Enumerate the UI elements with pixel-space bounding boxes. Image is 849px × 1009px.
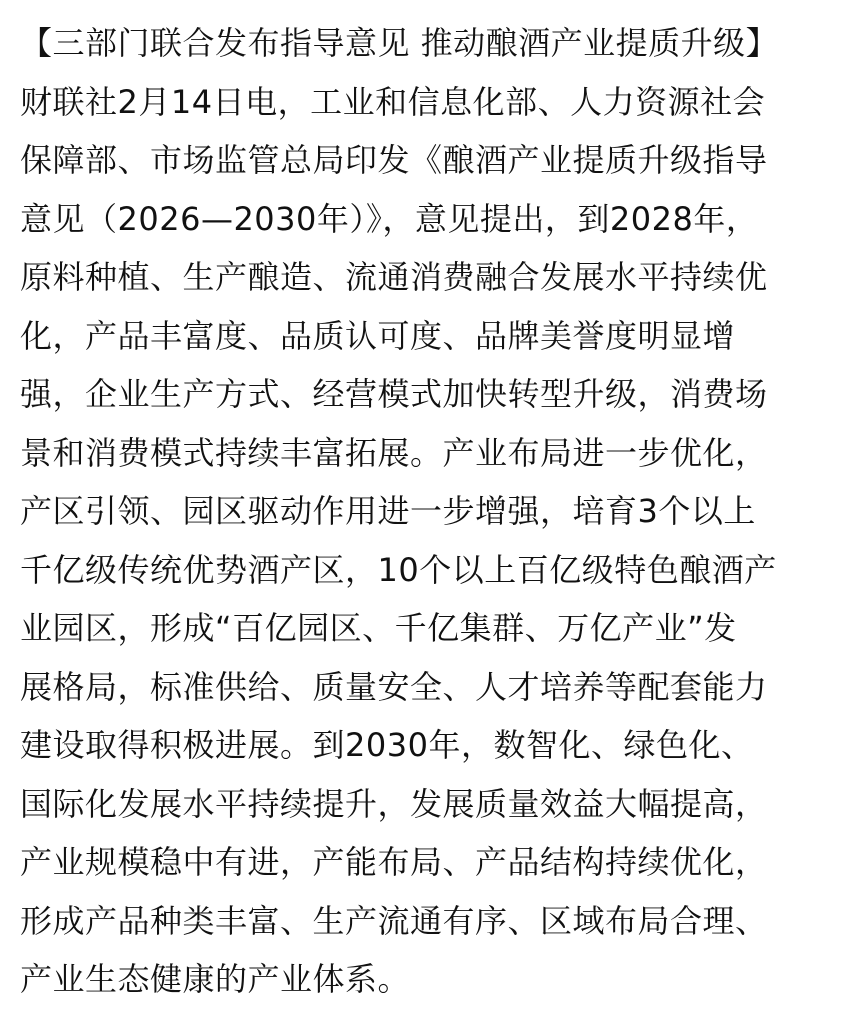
article-text-line: 千亿级传统优势酒产区，10个以上百亿级特色酿酒产: [20, 550, 777, 589]
article-text-line: 国际化发展水平持续提升，发展质量效益大幅提高，: [20, 784, 768, 823]
article-text-line: 产区引领、园区驱动作用进一步增强，培育3个以上: [20, 492, 756, 530]
article-headline: 【三部门联合发布指导意见 推动酿酒产业提质升级】: [20, 24, 779, 62]
article-text-line: 建设取得积极进展。到2030年，数智化、绿色化、: [20, 726, 754, 764]
article-text-line: 产业规模稳中有进，产能布局、产品结构持续优化，: [20, 843, 768, 881]
article-text-line: 强，企业生产方式、经营模式加快转型升级，消费场: [20, 375, 768, 413]
article-text-line: 产业生态健康的产业体系。: [20, 960, 411, 998]
article-text-line: 展格局，标准供给、质量安全、人才培养等配套能力: [20, 667, 768, 706]
article-text-line: 原料种植、生产酿造、流通消费融合发展水平持续优: [20, 258, 768, 296]
article-text-line: 化，产品丰富度、品质认可度、品牌美誉度明显增: [20, 316, 736, 355]
article-text-line: 业园区，形成“百亿园区、千亿集群、万亿产业”发: [20, 609, 737, 647]
article-text-line: 财联社2月14日电，工业和信息化部、人力资源社会: [20, 82, 766, 121]
article-text-line: 意见（2026—2030年）》，意见提出，到2028年，: [20, 199, 759, 238]
article-text-line: 景和消费模式持续丰富拓展。产业布局进一步优化，: [20, 433, 768, 472]
article-text-line: 保障部、市场监管总局印发《酿酒产业提质升级指导: [20, 141, 768, 179]
news-article: [20, 14, 835, 1009]
article-text-line: 形成产品种类丰富、生产流通有序、区域布局合理、: [20, 901, 768, 940]
